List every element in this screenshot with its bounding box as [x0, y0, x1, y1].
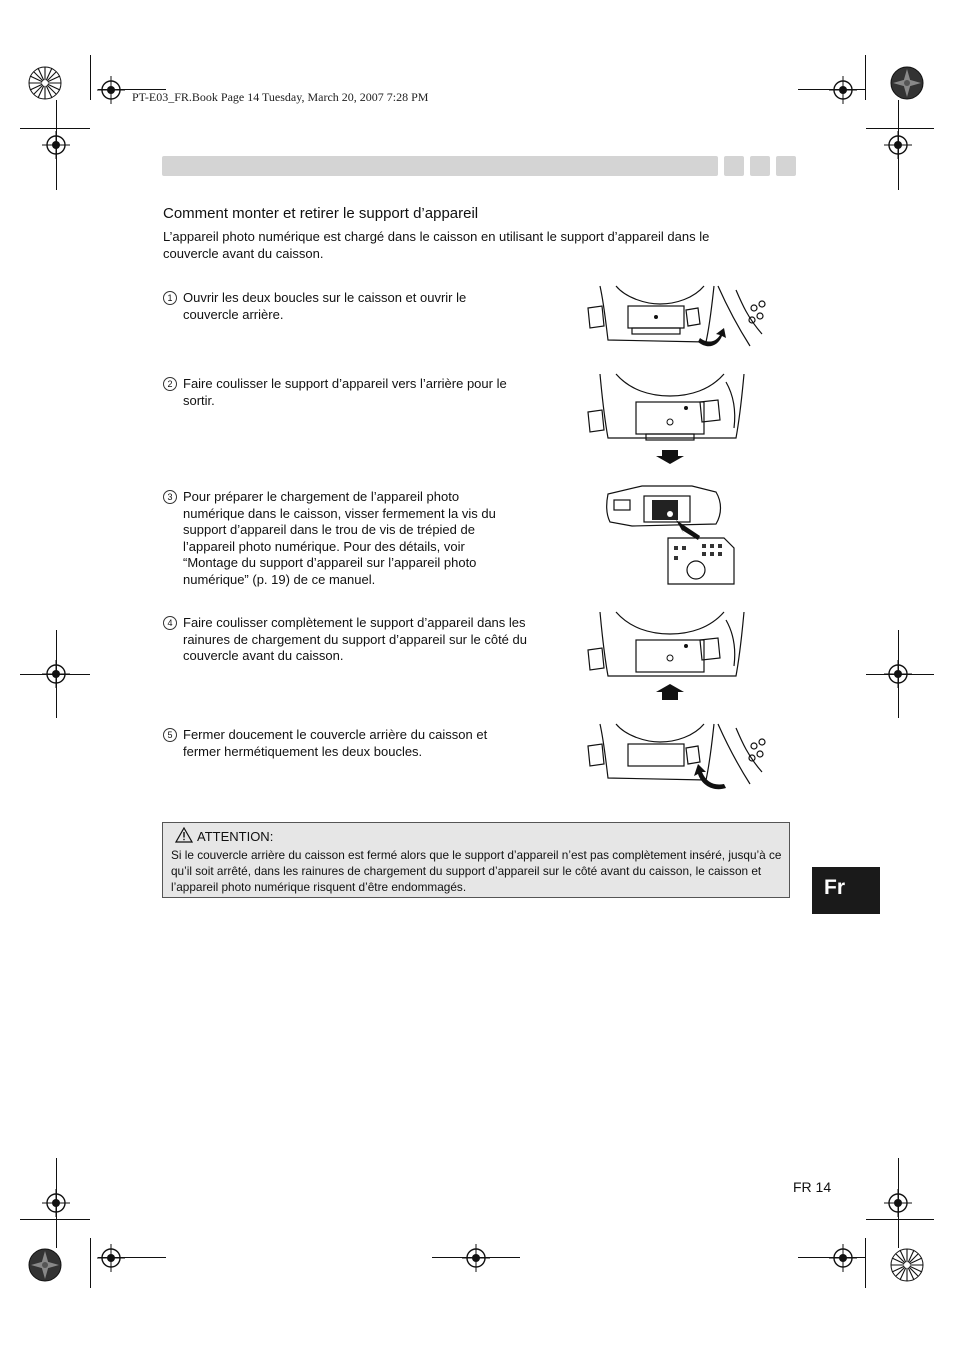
- file-info-header: PT-E03_FR.Book Page 14 Tuesday, March 20, 2007 7:28 PM: [132, 90, 429, 104]
- slide-holder-out-illustration: [586, 372, 754, 464]
- attention-body: Si le couvercle arrière du caisson est fermé alors que le support d’appareil n’est pas complètement inséré, jusqu’à ce qu’il soit arrêté, dans les rainures de chargement du support d’appareil sur le côté avant du caisson, le caisson et l’appareil photo numérique risquent d’être endommagés.: [171, 848, 782, 894]
- registration-mark-icon: [884, 131, 912, 159]
- registration-mark-icon: [97, 76, 125, 104]
- step-3: [163, 489, 543, 591]
- step-text: Pour préparer le chargement de l’appareil photo numérique dans le caisson, visser fermement la vis du support d’appareil dans le trou de vis de trépied de l’appareil photo numérique. Pour des détails, voir “Montage du support d’appareil sur l’appareil photo numérique” (p. 19) de ce manuel.: [183, 489, 496, 587]
- step-number: 4: [163, 616, 177, 630]
- registration-mark-icon: [42, 660, 70, 688]
- color-rosette-icon: [890, 1248, 924, 1282]
- step-number: 1: [163, 291, 177, 305]
- crop-mark: [20, 128, 90, 129]
- warning-triangle-icon: [175, 827, 193, 843]
- crop-mark: [866, 128, 934, 129]
- color-rosette-icon: [890, 66, 924, 100]
- registration-mark-icon: [97, 1244, 125, 1272]
- step-text: Ouvrir les deux boucles sur le caisson et ouvrir le couvercle arrière.: [183, 290, 467, 322]
- language-tab-label: Fr: [824, 876, 845, 899]
- language-tab: [812, 867, 880, 914]
- step-1: [163, 290, 543, 326]
- chapter-bar-square: [724, 156, 744, 176]
- registration-mark-icon: [829, 1244, 857, 1272]
- chapter-bar: [162, 156, 718, 176]
- crop-mark: [866, 1219, 934, 1220]
- attention-box: [162, 822, 790, 898]
- attention-title: ATTENTION:: [197, 829, 274, 844]
- chapter-bar-square: [776, 156, 796, 176]
- step-text: Fermer doucement le couvercle arrière du caisson et fermer hermétiquement les deux boucles.: [183, 727, 488, 759]
- crop-mark: [90, 55, 91, 100]
- crop-mark: [865, 1238, 866, 1288]
- step-number: 2: [163, 377, 177, 391]
- chapter-bar-square: [750, 156, 770, 176]
- color-rosette-icon: [28, 66, 62, 100]
- registration-mark-icon: [829, 76, 857, 104]
- step-4: [163, 615, 543, 667]
- slide-holder-in-illustration: [586, 610, 754, 702]
- crop-mark: [20, 1219, 90, 1220]
- housing-close-illustration: [586, 722, 768, 794]
- registration-mark-icon: [462, 1244, 490, 1272]
- registration-mark-icon: [42, 131, 70, 159]
- page-number: FR 14: [793, 1179, 832, 1195]
- registration-mark-icon: [42, 1189, 70, 1217]
- camera-mount-illustration: [602, 484, 738, 588]
- section-title: Comment monter et retirer le support d’appareil: [163, 205, 479, 222]
- crop-mark: [90, 1238, 91, 1288]
- step-text: Faire coulisser le support d’appareil vers l’arrière pour le sortir.: [183, 376, 507, 408]
- crop-mark: [865, 55, 866, 100]
- registration-mark-icon: [884, 1189, 912, 1217]
- step-2: [163, 376, 543, 412]
- step-text: Faire coulisser complètement le support d’appareil dans les rainures de chargement du support d’appareil sur le côté du couvercle avant du caisson.: [183, 615, 527, 664]
- registration-mark-icon: [884, 660, 912, 688]
- section-intro: L’appareil photo numérique est chargé dans le caisson en utilisant le support d’appareil dans le couvercle avant du caisson.: [163, 229, 710, 261]
- color-rosette-icon: [28, 1248, 62, 1282]
- step-number: 5: [163, 728, 177, 742]
- step-number: 3: [163, 490, 177, 504]
- step-5: [163, 727, 543, 763]
- housing-open-illustration: [586, 284, 768, 356]
